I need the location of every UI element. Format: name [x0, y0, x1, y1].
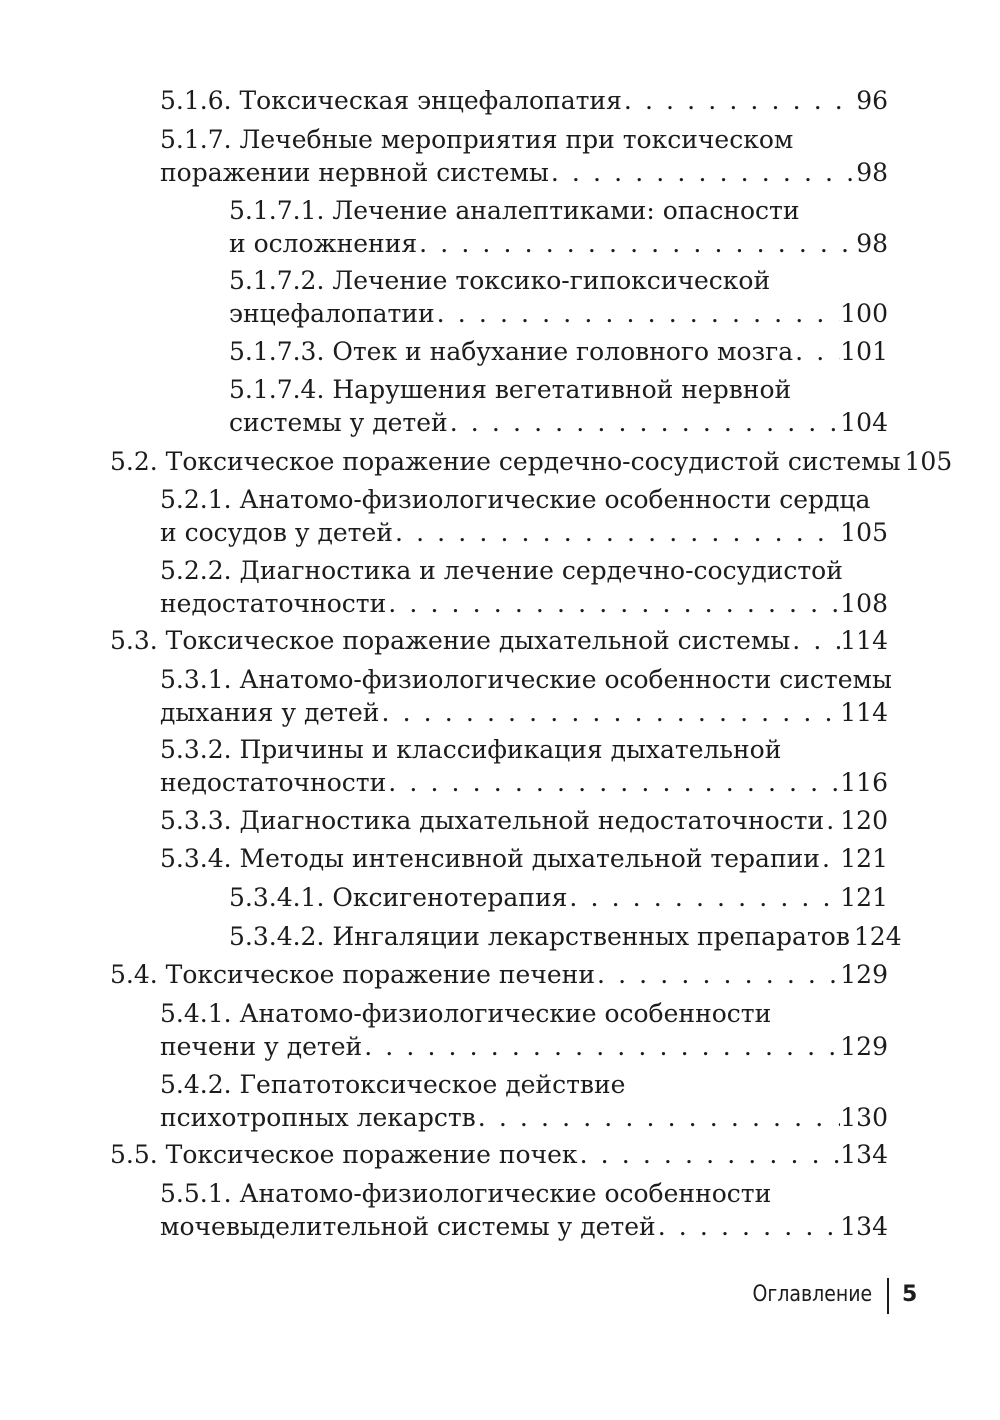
dot-leader [567, 881, 840, 914]
toc-entry-title-cont: недостаточности [160, 768, 387, 797]
toc-entry-line [229, 194, 888, 227]
toc-entry-title-cont: поражении нервной системы [160, 158, 549, 187]
toc-entry-title-cont: психотропных лекарств [160, 1103, 476, 1132]
dot-leader [656, 1210, 841, 1243]
toc-page-number: 120 [840, 806, 888, 835]
toc-entry-line [160, 516, 888, 549]
toc-entry-title-cont: печени у детей [160, 1032, 363, 1061]
toc-entry-line [229, 920, 902, 953]
toc-page-number: 98 [856, 158, 888, 187]
toc-entry-title: 5.3.1. Анатомо-физиологические особенности системы [160, 665, 892, 694]
toc-entry-title: 5.1.7.3. Отек и набухание головного мозга [229, 337, 794, 366]
toc-entry-line [160, 1101, 888, 1134]
toc-entry-title: 5.3. Токсическое поражение дыхательной системы [110, 626, 791, 655]
dot-leader [824, 804, 840, 837]
page-footer [0, 1278, 1000, 1314]
toc-entry-line [160, 766, 888, 799]
dot-leader [793, 335, 840, 368]
toc-entry-title: 5.5.1. Анатомо-физиологические особенности [160, 1179, 772, 1208]
toc-entry-title: 5.5. Токсическое поражение почек [110, 1140, 578, 1169]
toc-page-number: 134 [840, 1140, 888, 1169]
toc-entry [110, 958, 888, 991]
toc-entry-line [229, 335, 888, 368]
toc-page-number: 116 [840, 768, 888, 797]
toc-entry-title-cont: и сосудов у детей [160, 518, 393, 547]
toc-entry [229, 194, 888, 260]
toc-page-number: 101 [840, 337, 888, 366]
toc-entry-title: 5.1.7.2. Лечение токсико-гипоксической [229, 266, 771, 295]
footer-divider [887, 1278, 889, 1314]
toc-entry-line [160, 733, 888, 766]
toc-entry-title: 5.3.4.2. Ингаляции лекарственных препаратов [229, 922, 850, 951]
toc-entry-line [160, 483, 888, 516]
toc-page-number: 96 [856, 86, 888, 115]
toc-entry [229, 264, 888, 330]
dot-leader [362, 1030, 840, 1063]
toc-page-number: 130 [840, 1103, 888, 1132]
toc-entry-title: 5.2.1. Анатомо-физиологические особенности сердца [160, 485, 871, 514]
toc-page-number: 121 [840, 883, 888, 912]
dot-leader [790, 624, 840, 657]
toc-entry-line [110, 445, 953, 478]
dot-leader [549, 156, 856, 189]
toc-entry-title-cont: дыхания у детей [160, 698, 380, 727]
toc-page-number: 100 [840, 299, 888, 328]
toc-entry-title: 5.3.4. Методы интенсивной дыхательной терапии [160, 844, 820, 873]
toc-entry [160, 663, 892, 729]
toc-entry-line [229, 264, 888, 297]
toc-entry [229, 335, 888, 368]
dot-leader [435, 297, 841, 330]
toc-entry [110, 1138, 888, 1171]
dot-leader [393, 516, 840, 549]
toc-entry [229, 373, 888, 439]
toc-entry [160, 997, 888, 1063]
toc-page-number: 114 [840, 698, 888, 727]
toc-page-number: 104 [840, 408, 888, 437]
toc-entry-title: 5.4.2. Гепатотоксическое действие [160, 1070, 626, 1099]
toc-entry [160, 804, 888, 837]
dot-leader [622, 84, 856, 117]
toc-entry-line [229, 881, 888, 914]
toc-entry-title: 5.1.7.4. Нарушения вегетативной нервной [229, 375, 792, 404]
toc-entry-line [160, 696, 888, 729]
toc-entry-line [110, 1138, 888, 1171]
toc-entry [229, 881, 888, 914]
toc-entry-title-cont: мочевыделительной системы у детей [160, 1212, 656, 1241]
toc-entry-title: 5.2. Токсическое поражение сердечно-сосудистой системы [110, 447, 901, 476]
toc-entry-line [160, 587, 888, 620]
toc-entry-title: 5.4. Токсическое поражение печени [110, 960, 595, 989]
toc-entry [160, 554, 888, 620]
toc-entry-title: 5.1.7.1. Лечение аналептиками: опасности [229, 196, 800, 225]
toc-page-number: 105 [840, 518, 888, 547]
toc-entry-line [160, 84, 888, 117]
toc-page-number: 108 [840, 589, 888, 618]
toc-entry-title-cont: энцефалопатии [229, 299, 435, 328]
toc-entry [160, 842, 888, 875]
toc-page-number: 129 [840, 1032, 888, 1061]
toc-entry [160, 84, 888, 117]
toc-entry [160, 1068, 888, 1134]
toc-entry-title: 5.4.1. Анатомо-физиологические особенности [160, 999, 772, 1028]
toc-page-number: 105 [904, 447, 953, 476]
toc-entry-title-cont: системы у детей [229, 408, 448, 437]
toc-entry-title: 5.2.2. Диагностика и лечение сердечно-сосудистой [160, 556, 843, 585]
toc-entry-line [229, 227, 888, 260]
toc-entry-line [160, 1177, 888, 1210]
toc-entry-line [110, 624, 888, 657]
toc-entry [160, 733, 888, 799]
dot-leader [476, 1101, 841, 1134]
toc-entry-line [160, 1030, 888, 1063]
toc-entry-line [160, 1210, 888, 1243]
toc-entry-line [160, 123, 888, 156]
toc-entry-title-cont: и осложнения [229, 229, 418, 258]
dot-leader [595, 958, 840, 991]
toc-entry-title-cont: недостаточности [160, 589, 387, 618]
toc-entry-line [229, 297, 888, 330]
toc-page-number: 121 [840, 844, 888, 873]
toc-entry-line [160, 997, 888, 1030]
dot-leader [386, 766, 840, 799]
toc-entry-line [229, 406, 888, 439]
toc-entry-line [160, 156, 888, 189]
toc-entry [160, 483, 888, 549]
toc-page-number: 114 [840, 626, 888, 655]
toc-entry-title: 5.1.7. Лечебные мероприятия при токсическом [160, 125, 794, 154]
toc-page-number: 124 [853, 922, 902, 951]
page-number: 5 [902, 1282, 918, 1307]
toc-page-number: 134 [840, 1212, 888, 1241]
toc-page-number: 98 [856, 229, 888, 258]
toc-entry-title: 5.3.2. Причины и классификация дыхательной [160, 735, 782, 764]
dot-leader [379, 696, 840, 729]
toc-entry [229, 920, 902, 953]
toc-entry-line [229, 373, 888, 406]
dot-leader [448, 406, 841, 439]
toc-entry-title: 5.3.4.1. Оксигенотерапия [229, 883, 568, 912]
toc-entry-line [160, 1068, 888, 1101]
toc-entry-line [160, 842, 888, 875]
toc-entry [160, 1177, 888, 1243]
dot-leader [820, 842, 840, 875]
toc-entry [110, 624, 888, 657]
toc-entry [160, 123, 888, 189]
dot-leader [578, 1138, 841, 1171]
toc-entry [110, 445, 953, 478]
dot-leader [386, 587, 840, 620]
toc-page-number: 129 [840, 960, 888, 989]
toc-entry-title: 5.1.6. Токсическая энцефалопатия [160, 86, 622, 115]
toc-entry-title: 5.3.3. Диагностика дыхательной недостаточности [160, 806, 825, 835]
dot-leader [417, 227, 856, 260]
toc-entry-line [160, 804, 888, 837]
toc-entry-line [160, 554, 888, 587]
toc-entry-line [160, 663, 892, 696]
toc-entry-line [110, 958, 888, 991]
running-footer-title: Оглавление [752, 1282, 872, 1307]
